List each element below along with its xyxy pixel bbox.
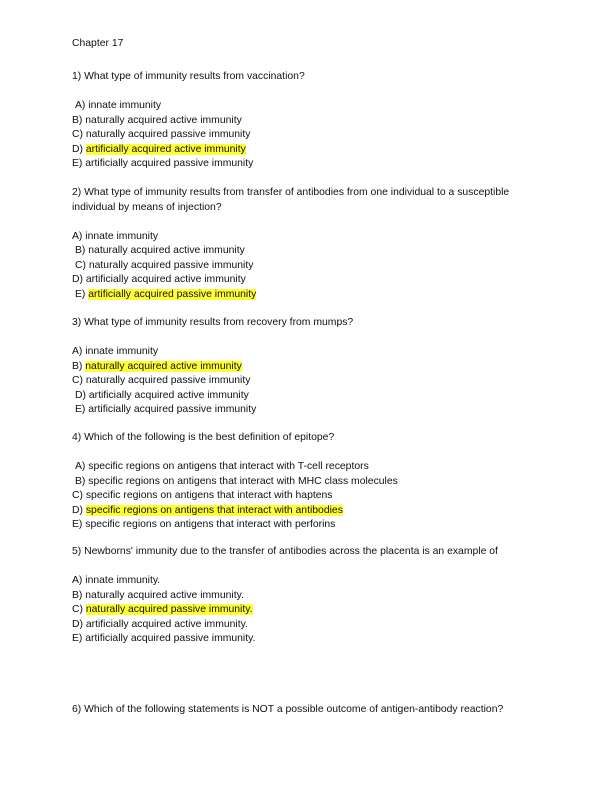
answer-text: innate immunity. — [85, 575, 161, 586]
answer-list — [72, 574, 542, 647]
answer-letter: A) — [75, 461, 86, 472]
answer-option — [72, 389, 542, 404]
question-text: 2) What type of immunity results from transfer of antibodies from one individual to a susceptible individual by means of injection? — [72, 187, 510, 213]
answer-letter: D) — [72, 274, 83, 285]
question-block — [72, 186, 542, 302]
answer-letter: E) — [75, 288, 86, 300]
highlighted-answer-text: artificially acquired active immunity — [85, 143, 246, 155]
highlighted-answer-text: specific regions on antigens that interact with antibodies — [85, 504, 343, 516]
answer-option — [72, 518, 542, 533]
answer-letter: A) — [72, 575, 83, 586]
answer-option — [72, 360, 542, 375]
answer-letter: E) — [72, 519, 83, 530]
answer-text: artificially acquired active immunity. — [85, 618, 248, 630]
question-block — [72, 703, 542, 732]
question-text: 6) Which of the following statements is NOT a possible outcome of antigen-antibody reaction? — [72, 704, 504, 715]
answer-text: artificially acquired passive immunity. — [85, 633, 256, 644]
answer-letter: D) — [72, 504, 83, 516]
answer-letter: C) — [72, 490, 83, 501]
answer-letter: B) — [75, 245, 86, 256]
answer-letter: D) — [75, 389, 86, 401]
answer-option — [72, 374, 542, 389]
answer-letter: C) — [72, 375, 83, 386]
answer-text: naturally acquired active immunity — [85, 114, 242, 126]
question-block — [72, 431, 542, 533]
answer-letter: C) — [72, 129, 83, 140]
question-text: 1) What type of immunity results from vaccination? — [72, 71, 305, 82]
question-block — [72, 70, 542, 172]
answer-option — [72, 489, 542, 504]
answer-letter: D) — [72, 143, 83, 155]
answer-letter: E) — [72, 158, 83, 169]
answer-letter: C) — [75, 259, 86, 271]
answer-letter: B) — [72, 589, 83, 601]
answer-option — [72, 504, 542, 519]
answer-letter: E) — [75, 404, 86, 415]
question-block — [72, 545, 542, 647]
question-text: 5) Newborns' immunity due to the transfer of antibodies across the placenta is an example of — [72, 546, 498, 557]
answer-letter: B) — [72, 114, 83, 126]
answer-text: innate immunity — [88, 100, 162, 111]
answer-letter: C) — [72, 604, 83, 615]
answer-text: specific regions on antigens that interact with haptens — [85, 490, 333, 501]
answer-option — [72, 157, 542, 172]
answer-option — [72, 259, 542, 274]
answer-letter: E) — [72, 633, 83, 644]
answer-text: specific regions on antigens that interact with perforins — [85, 519, 336, 530]
answer-option — [72, 345, 542, 360]
answer-option — [72, 632, 542, 647]
answer-option — [72, 273, 542, 288]
answer-list — [72, 345, 542, 418]
answer-option — [72, 143, 542, 158]
answer-text: innate immunity — [85, 230, 159, 242]
answer-option — [72, 603, 542, 618]
question-block — [72, 316, 542, 418]
answer-option — [72, 230, 542, 245]
answer-text: artificially acquired passive immunity — [88, 404, 257, 415]
answer-text: naturally acquired active immunity. — [85, 589, 244, 601]
highlighted-answer-text: naturally acquired active immunity — [85, 360, 242, 372]
answer-text: naturally acquired passive immunity — [88, 259, 254, 271]
answer-option — [72, 460, 542, 475]
chapter-title: Chapter 17 — [72, 38, 124, 49]
answer-letter: B) — [75, 475, 86, 487]
answer-text: specific regions on antigens that interact with T-cell receptors — [88, 461, 369, 472]
answer-letter: A) — [72, 230, 83, 242]
highlighted-answer-text: naturally acquired passive immunity. — [85, 604, 253, 615]
answer-option — [72, 403, 542, 418]
question-text: 4) Which of the following is the best definition of epitope? — [72, 432, 335, 443]
answer-option — [72, 589, 542, 604]
answer-option — [72, 114, 542, 129]
answer-text: specific regions on antigens that interact with MHC class molecules — [88, 475, 398, 487]
answer-option — [72, 574, 542, 589]
highlighted-answer-text: artificially acquired passive immunity — [88, 288, 257, 300]
answer-list — [72, 99, 542, 172]
answer-letter: A) — [72, 346, 83, 357]
answer-text: naturally acquired active immunity — [88, 245, 245, 256]
answer-option — [72, 288, 542, 303]
answer-letter: B) — [72, 360, 83, 372]
answer-list — [72, 460, 542, 533]
answer-option — [72, 99, 542, 114]
question-text: 3) What type of immunity results from recovery from mumps? — [72, 317, 354, 328]
answer-letter: A) — [75, 100, 86, 111]
answer-letter: D) — [72, 618, 83, 630]
answer-option — [72, 128, 542, 143]
answer-option — [72, 618, 542, 633]
answer-text: naturally acquired passive immunity — [85, 129, 251, 140]
answer-text: artificially acquired active immunity — [85, 274, 246, 285]
answer-text: artificially acquired passive immunity — [85, 158, 254, 169]
answer-text: naturally acquired passive immunity — [85, 375, 251, 386]
answer-option — [72, 475, 542, 490]
answer-text: artificially acquired active immunity — [88, 389, 249, 401]
answer-text: innate immunity — [85, 346, 159, 357]
answer-option — [72, 244, 542, 259]
answer-list — [72, 230, 542, 303]
